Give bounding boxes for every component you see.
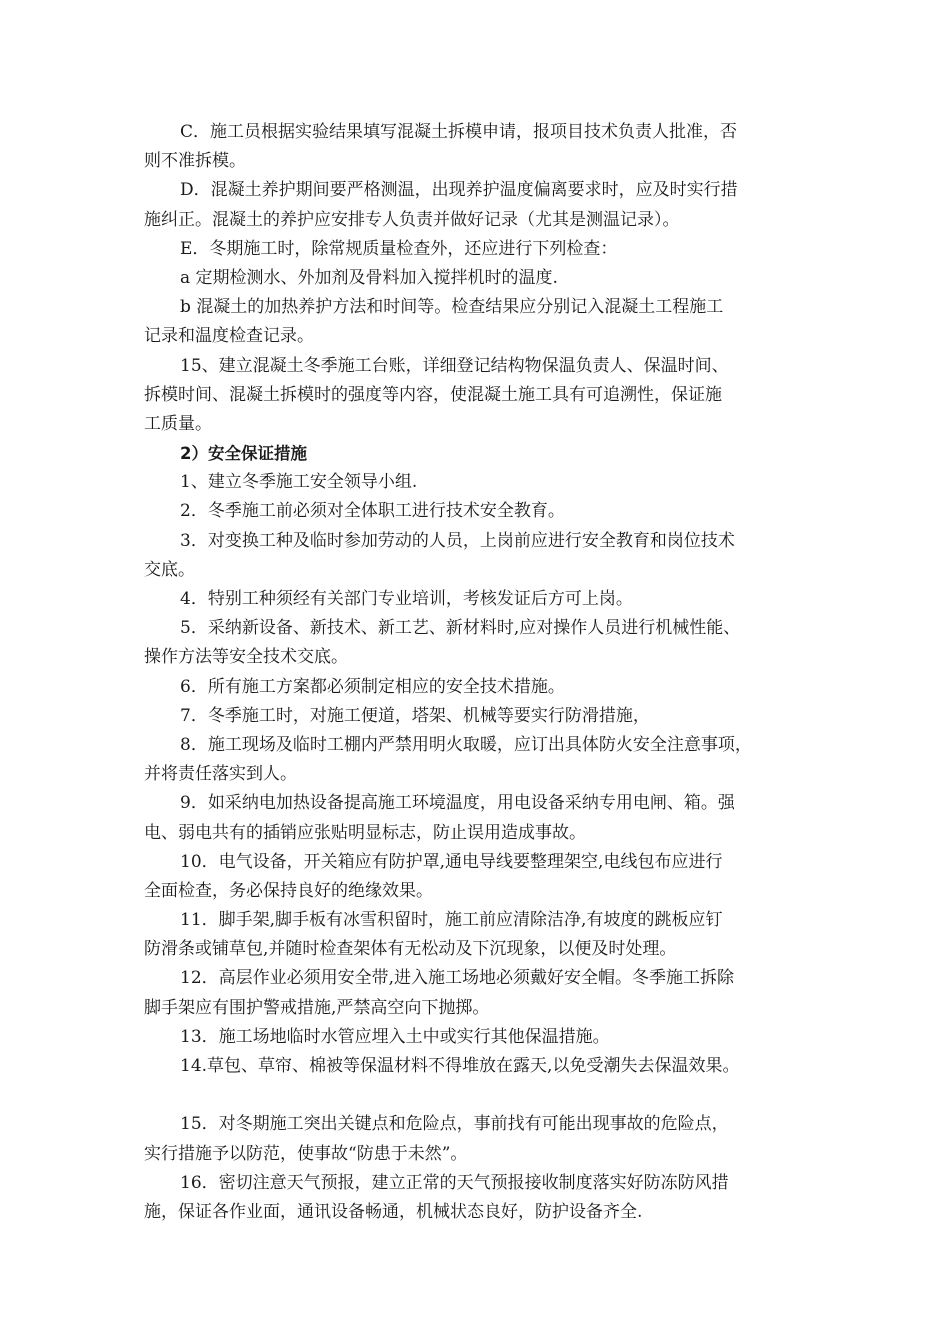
- text-line: 7．冬季施工时，对施工便道，塔架、机械等要实行防滑措施，: [180, 705, 650, 726]
- text-line: 11．脚手架,脚手板有冰雪积留时，施工前应清除洁净,有坡度的跳板应钉: [180, 910, 723, 931]
- text-line: C．施工员根据实验结果填写混凝土拆模申请，报项目技术负责人批准，否: [180, 122, 738, 142]
- text-line: 记录和温度检查记录。: [144, 326, 314, 347]
- text-line: 防滑条或铺草包,并随时检查架体有无松动及下沉现象，以便及时处理。: [144, 939, 677, 960]
- text-line: 14.草包、草帘、棉被等保温材料不得堆放在露天,以免受潮失去保温效果。: [180, 1056, 740, 1076]
- text-line: 电、弱电共有的插销应张贴明显标志，防止误用造成事故。: [144, 822, 586, 843]
- text-line: 脚手架应有围护警戒措施,严禁高空向下抛掷。: [144, 997, 490, 1018]
- text-line: 则不准拆模。: [144, 151, 246, 172]
- text-line: D．混凝土养护期间要严格测温，出现养护温度偏离要求时，应及时实行措: [180, 180, 738, 201]
- text-line: 12．高层作业必须用安全带,进入施工场地必须戴好安全帽。冬季施工拆除: [180, 968, 735, 989]
- text-line: 15．对冬期施工突出关键点和危险点，事前找有可能出现事故的危险点，: [180, 1114, 729, 1135]
- text-line: 13．施工场地临时水管应埋入土中或实行其他保温措施。: [180, 1026, 610, 1047]
- text-line: 2．冬季施工前必须对全体职工进行技术安全教育。: [180, 501, 565, 522]
- text-line: 4．特别工种须经有关部门专业培训，考核发证后方可上岗。: [180, 589, 633, 609]
- document-page: [144, 118, 832, 1227]
- text-line: a 定期检测水、外加剂及骨料加入搅拌机时的温度.: [180, 267, 558, 288]
- text-line: 实行措施予以防范，使事故“防患于未然”。: [144, 1143, 468, 1164]
- text-line: 5．采纳新设备、新技术、新工艺、新材料时,应对操作人员进行机械性能、: [180, 618, 741, 639]
- text-line: 拆模时间、混凝土拆模时的强度等内容，使混凝土施工具有可追溯性，保证施: [144, 384, 722, 405]
- text-line: 1、建立冬季施工安全领导小组.: [180, 472, 418, 493]
- text-line: 交底。: [144, 559, 195, 580]
- text-line: 操作方法等安全技术交底。: [144, 647, 348, 668]
- text-line: 施纠正。混凝土的养护应安排专人负责并做好记录（尤其是测温记录）。: [144, 209, 680, 230]
- text-line: 施，保证各作业面，通讯设备畅通，机械状态良好，防护设备齐全.: [144, 1201, 643, 1222]
- text-line: 3．对变换工种及临时参加劳动的人员，上岗前应进行安全教育和岗位技术: [180, 530, 735, 551]
- text-line: 16．密切注意天气预报，建立正常的天气预报接收制度落实好防冻防风措: [180, 1172, 729, 1193]
- section-heading: 2）安全保证措施: [180, 444, 307, 464]
- text-line: 15、建立混凝土冬季施工台账，详细登记结构物保温负责人、保温时间、: [180, 355, 729, 376]
- blank-line: [144, 1081, 832, 1110]
- text-line: E．冬期施工时，除常规质量检查外，还应进行下列检查：: [180, 238, 618, 259]
- text-line: 10．电气设备，开关箱应有防护罩,通电导线要整理架空,电线包布应进行: [180, 851, 723, 872]
- text-line: b 混凝土的加热养护方法和时间等。检查结果应分别记入混凝土工程施工: [180, 297, 724, 318]
- text-line: 全面检查，务必保持良好的绝缘效果。: [144, 880, 433, 901]
- text-line: 9．如采纳电加热设备提高施工环境温度，用电设备采纳专用电闸、箱。强: [180, 793, 735, 814]
- text-line: 6．所有施工方案都必须制定相应的安全技术措施。: [180, 676, 565, 697]
- text-line: 工质量。: [144, 413, 212, 434]
- text-line: 8．施工现场及临时工棚内严禁用明火取暖，应订出具体防火安全注意事项，: [180, 734, 752, 755]
- text-line: 并将责任落实到人。: [144, 764, 297, 785]
